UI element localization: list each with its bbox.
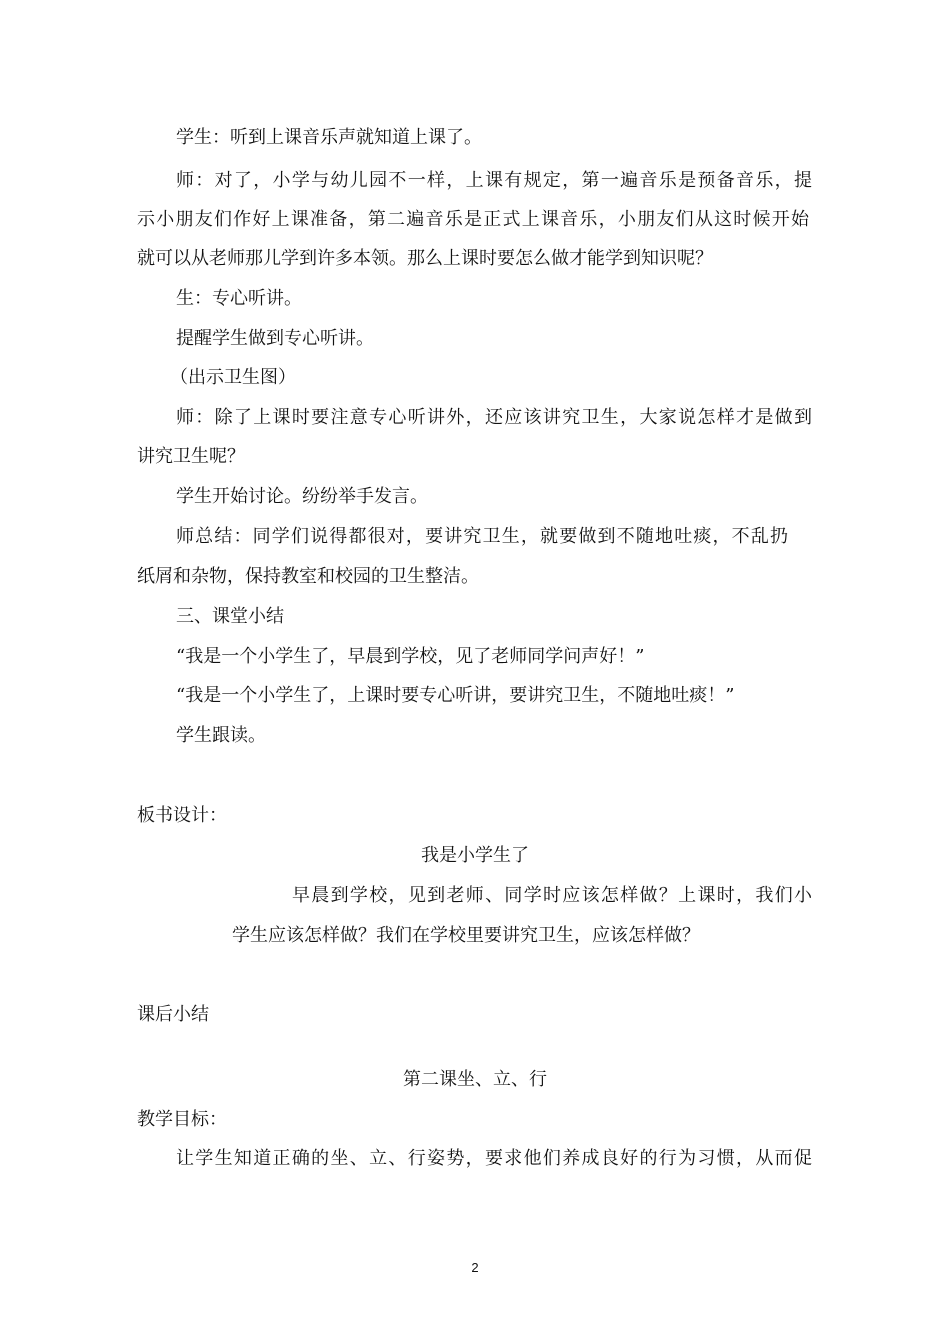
teaching-goals-line-1: 让学生知道正确的坐、立、行姿势，要求他们养成良好的行为习惯，从而促	[176, 1148, 812, 1169]
board-design-label: 板书设计：	[137, 805, 227, 826]
quote-line-1: “我是一个小学生了，早晨到学校，见了老师同学问声好！”	[176, 646, 645, 667]
paragraph-student-answer: 学生：听到上课音乐声就知道上课了。	[176, 127, 482, 148]
quote-line-2: “我是一个小学生了，上课时要专心听讲，要讲究卫生，不随地吐痰！”	[176, 685, 735, 706]
paragraph-hygiene-line-1: 师：除了上课时要注意专心听讲外，还应该讲究卫生，大家说怎样才是做到	[176, 407, 812, 428]
paragraph-summary-line-2: 纸屑和杂物，保持教室和校园的卫生整洁。	[137, 566, 479, 587]
page-number: 2	[471, 1260, 479, 1275]
paragraph-follow-read: 学生跟读。	[176, 725, 266, 746]
paragraph-teacher-line-3: 就可以从老师那儿学到许多本领。那么上课时要怎么做才能学到知识呢？	[137, 248, 713, 269]
teaching-goals-label: 教学目标：	[137, 1109, 227, 1130]
paragraph-teacher-line-2: 示小朋友们作好上课准备，第二遍音乐是正式上课音乐，小朋友们从这时候开始	[137, 209, 809, 230]
paragraph-discussion: 学生开始讨论。纷纷举手发言。	[176, 486, 428, 507]
after-class-summary-heading: 课后小结	[137, 1004, 209, 1025]
paragraph-show-picture: （出示卫生图）	[170, 367, 296, 388]
section-heading-class-summary: 三、课堂小结	[176, 606, 284, 627]
paragraph-reminder: 提醒学生做到专心听讲。	[176, 328, 374, 349]
paragraph-summary-line-1: 师总结：同学们说得都很对，要讲究卫生，就要做到不随地吐痰，不乱扔	[176, 526, 788, 547]
paragraph-hygiene-line-2: 讲究卫生呢？	[137, 446, 245, 467]
board-line-2: 学生应该怎样做？我们在学校里要讲究卫生，应该怎样做？	[232, 925, 700, 946]
paragraph-student-reply: 生：专心听讲。	[176, 288, 302, 309]
board-title: 我是小学生了	[421, 845, 529, 866]
lesson-2-title: 第二课坐、立、行	[403, 1069, 547, 1090]
board-line-1: 早晨到学校，见到老师、同学时应该怎样做？上课时，我们小	[292, 885, 812, 906]
paragraph-teacher-line-1: 师：对了，小学与幼儿园不一样，上课有规定，第一遍音乐是预备音乐，提	[176, 170, 812, 191]
